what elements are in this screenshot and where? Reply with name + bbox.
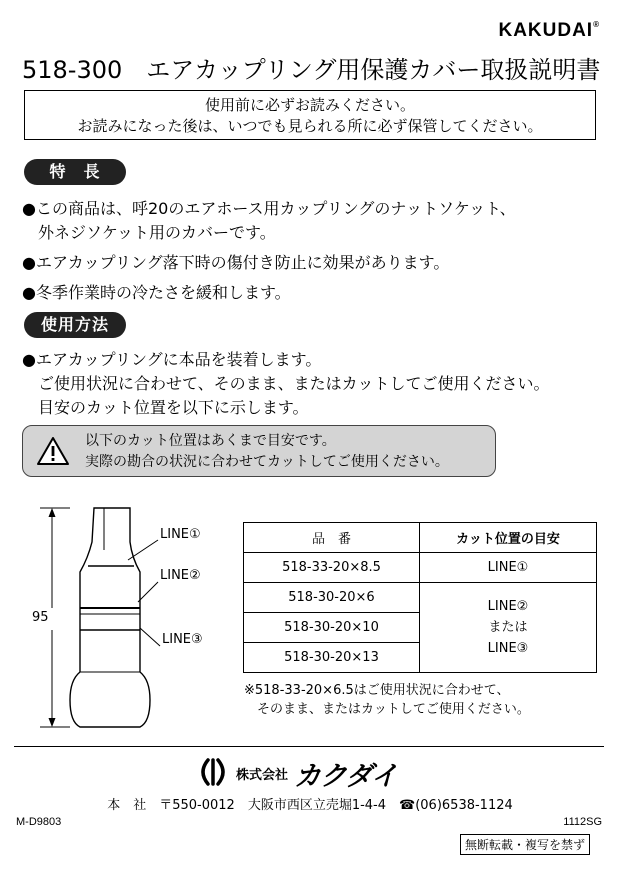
usage-item: ご使用状況に合わせて、そのまま、またはカットしてご使用ください。 [22, 374, 550, 393]
warning-icon [35, 435, 71, 467]
registered-mark: ® [593, 20, 600, 29]
table-cell-part: 518-30-20×6 [244, 583, 420, 613]
company-mark-icon [196, 757, 230, 787]
line-label-1: LINE① [160, 527, 201, 542]
document-code: M-D9803 [16, 816, 62, 828]
table-cell-part: 518-33-20×8.5 [244, 553, 420, 583]
features-list [22, 197, 516, 305]
line-label-3: LINE③ [162, 632, 203, 647]
line-label-2: LINE② [160, 568, 201, 583]
leader-line-2 [138, 582, 158, 602]
dimension-arrow-bottom [49, 718, 56, 727]
table-header-cut: カット位置の目安 [420, 523, 597, 553]
dimension-label: 95 [32, 610, 49, 625]
table-cell-cut: LINE① [420, 553, 597, 583]
table-cell-cut-merged [420, 583, 597, 673]
table-note [244, 681, 530, 719]
cut-option-line2: LINE② [487, 599, 529, 614]
cut-position-table [243, 522, 597, 673]
features-item: ●冬季作業時の冷たさを緩和します。 [22, 283, 291, 302]
usage-item: 目安のカット位置を以下に示します。 [22, 398, 309, 417]
leader-line-1 [128, 540, 158, 560]
table-cell-part: 518-30-20×10 [244, 613, 420, 643]
features-item: 外ネジソケット用のカバーです。 [22, 223, 276, 242]
table-header-part: 品 番 [244, 523, 420, 553]
usage-heading: 使用方法 [24, 312, 126, 338]
note-line-1: ※518-33-20×6.5はご使用状況に合わせて、 [244, 683, 510, 698]
usage-list [22, 348, 550, 420]
cover-outline [70, 508, 150, 727]
features-item: ●エアカップリング落下時の傷付き防止に効果があります。 [22, 253, 450, 272]
version-code: 1112SG [563, 816, 602, 828]
warning-line-2: 実際の勘合の状況に合わせてカットしてご使用ください。 [85, 454, 449, 470]
table-row [244, 583, 597, 613]
notice-box [24, 90, 596, 140]
dimension-arrow-top [49, 508, 56, 517]
company-name: カクダイ [294, 761, 397, 792]
features-heading: 特 長 [24, 159, 126, 185]
note-line-2: そのまま、またはカットしてご使用ください。 [244, 702, 530, 717]
copyright-stamp: 無断転載・複写を禁ず [460, 834, 590, 855]
warning-box [22, 425, 496, 477]
notice-line-1: 使用前に必ずお読みください。 [204, 96, 415, 114]
leader-line-3 [140, 628, 160, 646]
cut-option-line3: LINE③ [487, 641, 529, 656]
company-address: 本 社 〒550-0012 大阪市西区立売堀1-4-4 ☎(06)6538-1124 [107, 798, 513, 813]
usage-item: ●エアカップリングに本品を装着します。 [22, 350, 322, 369]
table-header-row [244, 523, 597, 553]
footer-divider [14, 746, 604, 747]
features-item: ●この商品は、呼20のエアホース用カップリングのナットソケット、 [22, 199, 516, 218]
notice-line-2: お読みになった後は、いつでも見られる所に必ず保管してください。 [77, 117, 543, 135]
table-row [244, 553, 597, 583]
warning-line-1: 以下のカット位置はあくまで目安です。 [85, 433, 336, 449]
document-title: 518-300 エアカップリング用保護カバー取扱説明書 [22, 56, 601, 84]
brand-logo-text [440, 20, 600, 42]
brand-name: KAKUDAI [498, 20, 594, 41]
table-cell-part: 518-30-20×13 [244, 643, 420, 673]
company-prefix: 株式会社 [236, 768, 289, 783]
cut-option-or: または [488, 620, 528, 635]
